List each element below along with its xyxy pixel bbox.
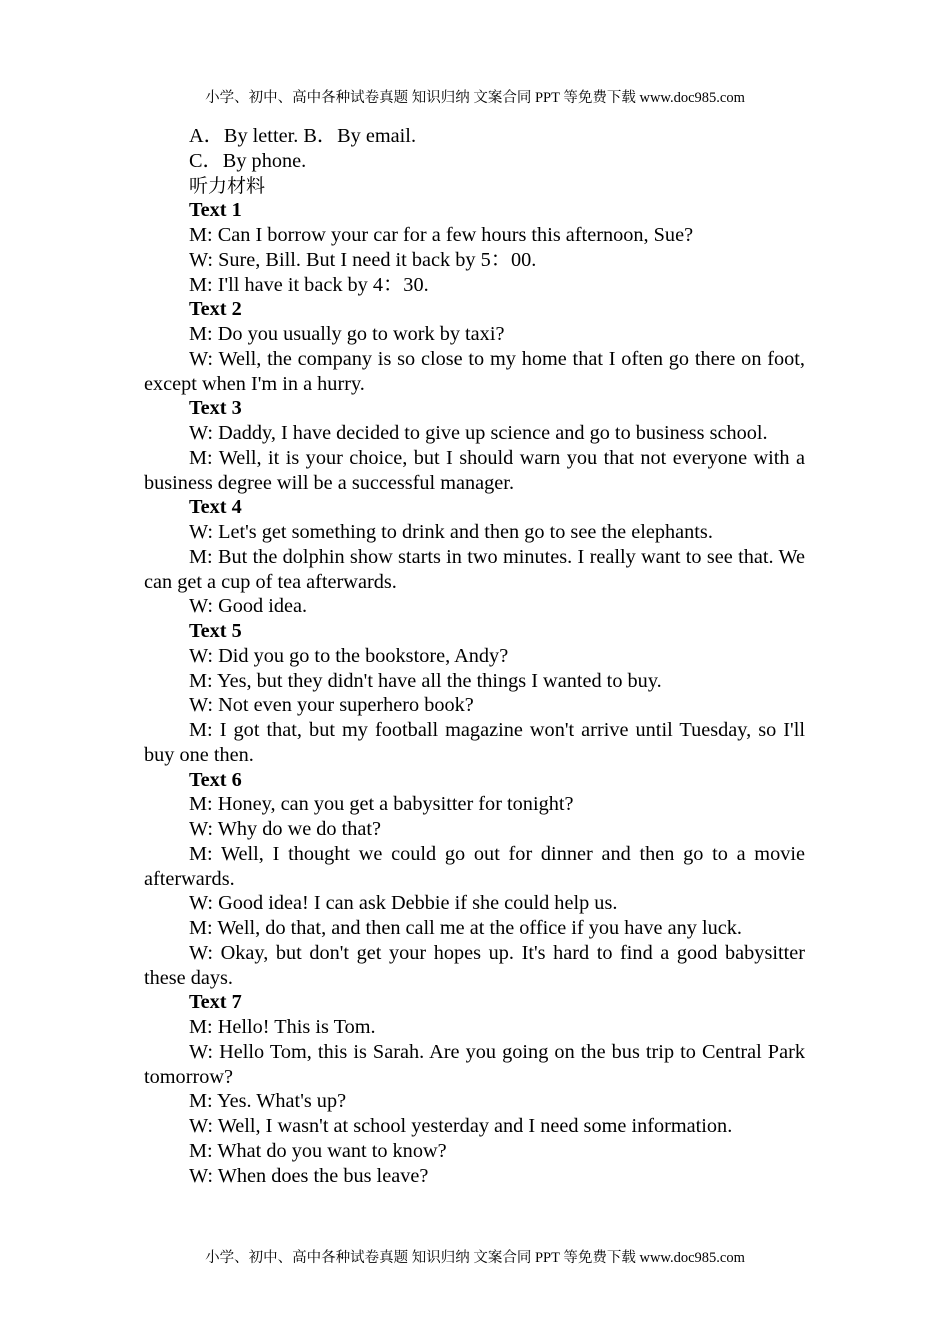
paragraph: W: Well, I wasn't at school yesterday and I need some information. [189,1115,733,1137]
paragraph: W: Daddy, I have decided to give up science and go to business school. [189,422,768,444]
paragraph: M: Hello! This is Tom. [189,1016,376,1038]
section-heading: Text 6 [189,768,242,791]
paragraph: M: Well, I thought we could go out for dinner and then go to a movie afterwards. [144,842,805,890]
paragraph: M: Honey, can you get a babysitter for tonight? [189,793,574,816]
paragraph: W: Why do we do that? [189,818,382,840]
section-heading: Text 4 [189,496,242,519]
document-body [144,124,805,1188]
paragraph: M: Can I borrow your car for a few hours this afternoon, Sue? [189,224,694,246]
paragraph: W: Hello Tom, this is Sarah. Are you going on the bus trip to Central Park tomorrow? [144,1040,805,1088]
section-heading: Text 7 [189,991,242,1014]
paragraph: W: Good idea. [189,595,308,618]
paragraph: W: Good idea! I can ask Debbie if she could help us. [189,892,618,915]
paragraph: M: I got that, but my football magazine won't arrive until Tuesday, so I'll buy one then. [144,719,805,766]
page-footer: 小学、初中、高中各种试卷真题 知识归纳 文案合同 PPT 等免费下载 www.doc985.com [205,1250,745,1266]
section-heading: Text 3 [189,397,242,420]
paragraph: M: Well, it is your choice, but I should warn you that not everyone with a business degree will be a successful manager. [144,446,805,494]
section-heading: Text 5 [189,620,242,642]
paragraph: C．By phone. [189,149,307,172]
section-title: 听力材料 [189,174,266,197]
paragraph: M: Yes, but they didn't have all the things I wanted to buy. [189,669,662,692]
paragraph: M: I'll have it back by 4：30. [189,273,429,296]
paragraph: W: Well, the company is so close to my home that I often go there on foot, except when I'm in a hurry. [144,347,805,395]
section-heading: Text 2 [189,298,242,321]
paragraph: A．By letter. B．By email. [189,125,417,147]
section-heading: Text 1 [189,199,242,222]
paragraph: M: What do you want to know? [189,1139,447,1162]
paragraph: M: Well, do that, and then call me at the office if you have any luck. [189,917,742,939]
paragraph: W: Not even your superhero book? [189,694,474,717]
paragraph: W: Sure, Bill. But I need it back by 5：00. [189,248,537,271]
paragraph: W: When does the bus leave? [189,1164,429,1187]
page-header: 小学、初中、高中各种试卷真题 知识归纳 文案合同 PPT 等免费下载 www.doc985.com [205,90,745,106]
paragraph: M: Do you usually go to work by taxi? [189,323,505,345]
paragraph: W: Okay, but don't get your hopes up. It's hard to find a good babysitter these days. [144,941,805,989]
paragraph: W: Did you go to the bookstore, Andy? [189,644,509,667]
paragraph: M: But the dolphin show starts in two minutes. I really want to see that. We can get a cup of tea afterwards. [144,545,805,593]
paragraph: W: Let's get something to drink and then go to see the elephants. [189,521,713,543]
paragraph: M: Yes. What's up? [189,1090,347,1113]
